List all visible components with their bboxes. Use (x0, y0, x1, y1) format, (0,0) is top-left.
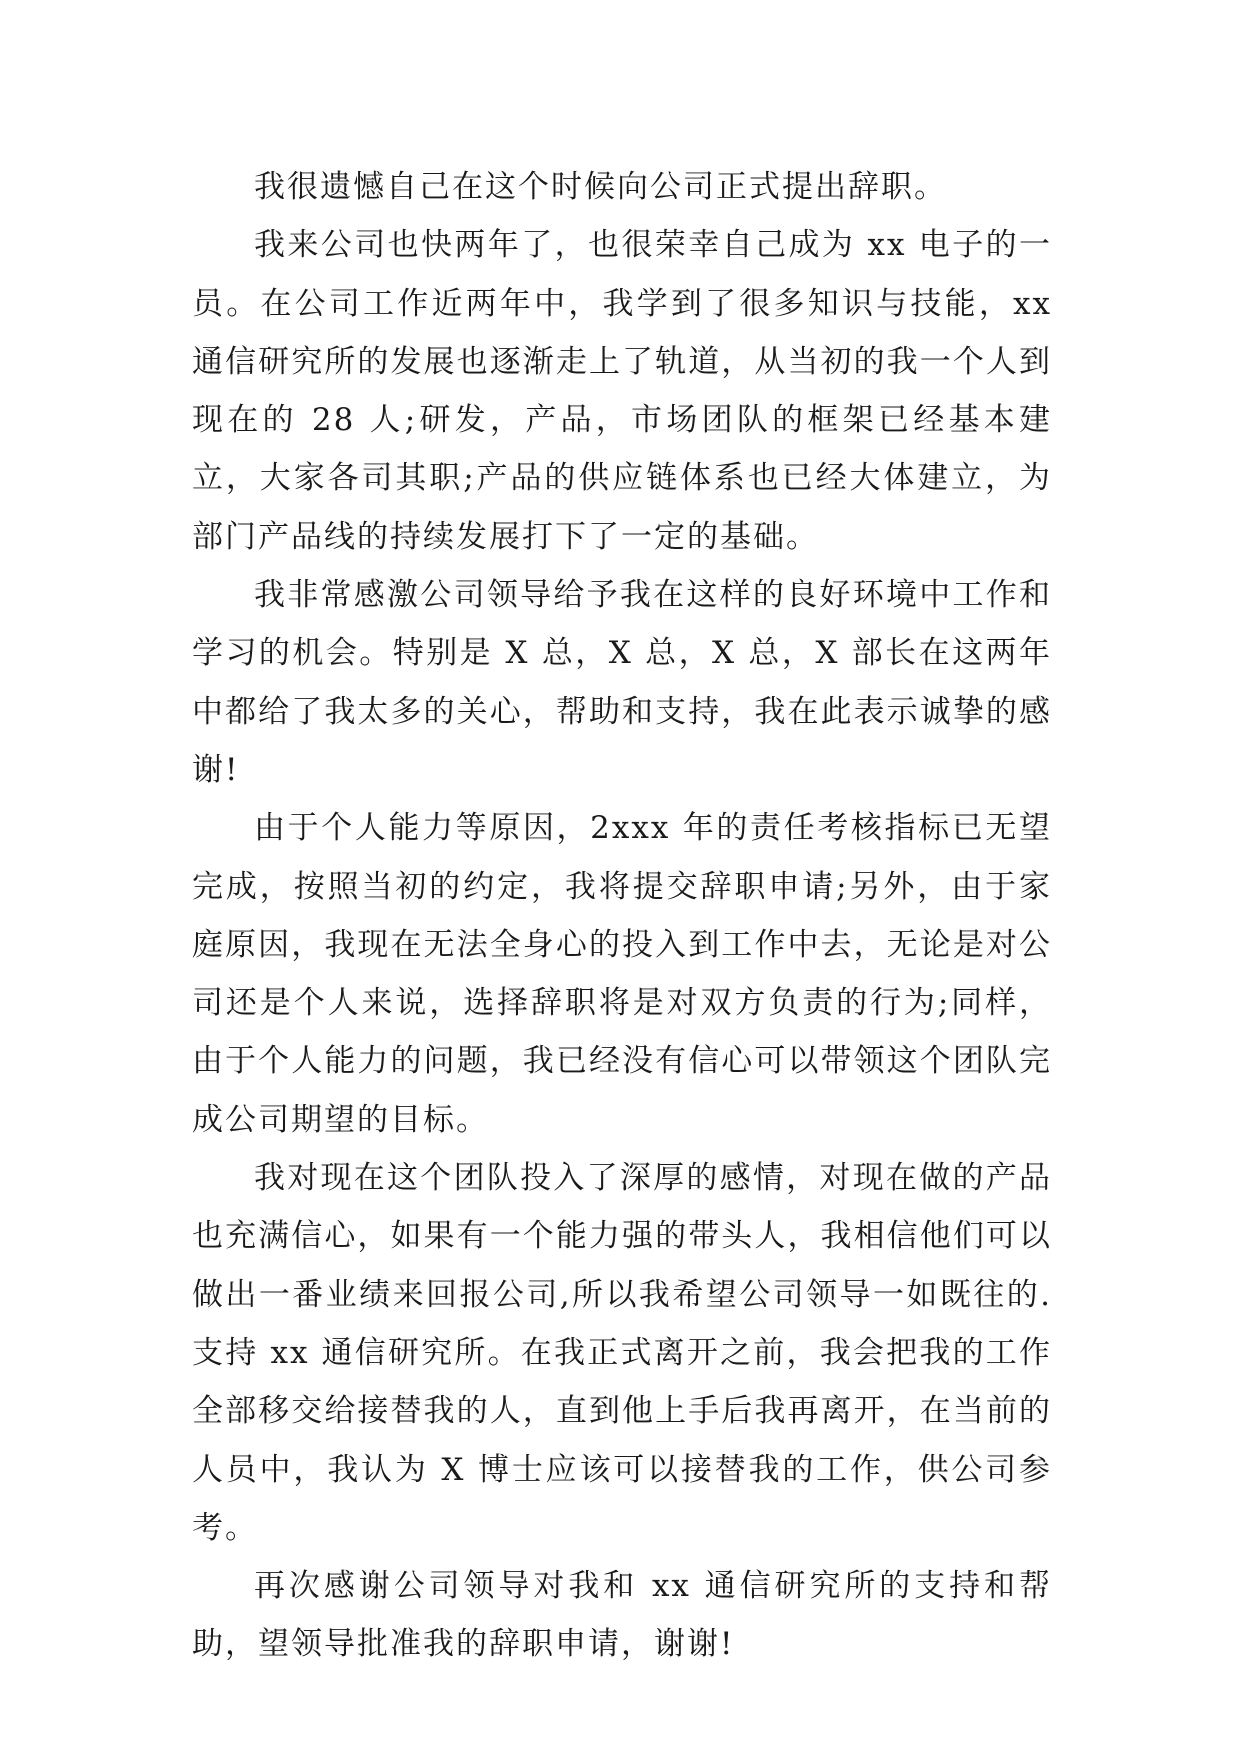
document-body (192, 158, 1052, 1674)
paragraph: 我很遗憾自己在这个时候向公司正式提出辞职。 (254, 169, 947, 205)
paragraph: 再次感谢公司领导对我和 xx 通信研究所的支持和帮助，望领导批准我的辞职申请，谢谢! (192, 1568, 1052, 1663)
paragraph: 由于个人能力等原因，2xxx 年的责任考核指标已无望完成，按照当初的约定，我将提交辞职申请;另外，由于家庭原因，我现在无法全身心的投入到工作中去，无论是对公司还是个人来说，选择辞职将是对双方负责的行为;同样，由于个人能力的问题，我已经没有信心可以带领这个团队完成公司期望的目标。 (192, 810, 1052, 1138)
paragraph: 我来公司也快两年了，也很荣幸自己成为 xx 电子的一员。在公司工作近两年中，我学到了很多知识与技能，xx 通信研究所的发展也逐渐走上了轨道，从当初的我一个人到现在的 28 人;研发，产品，市场团队的框架已经基本建立，大家各司其职;产品的供应链体系也已经大体建立，为部门产品线的持续发展打下了一定的基础。 (192, 227, 1052, 555)
paragraph: 我对现在这个团队投入了深厚的感情，对现在做的产品也充满信心，如果有一个能力强的带头人，我相信他们可以做出一番业绩来回报公司,所以我希望公司领导一如既往的.支持 xx 通信研究所。在我正式离开之前，我会把我的工作全部移交给接替我的人，直到他上手后我再离开，在当前的人员中，我认为 X 博士应该可以接替我的工作，供公司参考。 (192, 1160, 1052, 1546)
paragraph: 我非常感激公司领导给予我在这样的良好环境中工作和学习的机会。特别是 X 总，X 总，X 总，X 部长在这两年中都给了我太多的关心，帮助和支持，我在此表示诚挚的感谢! (192, 577, 1052, 788)
